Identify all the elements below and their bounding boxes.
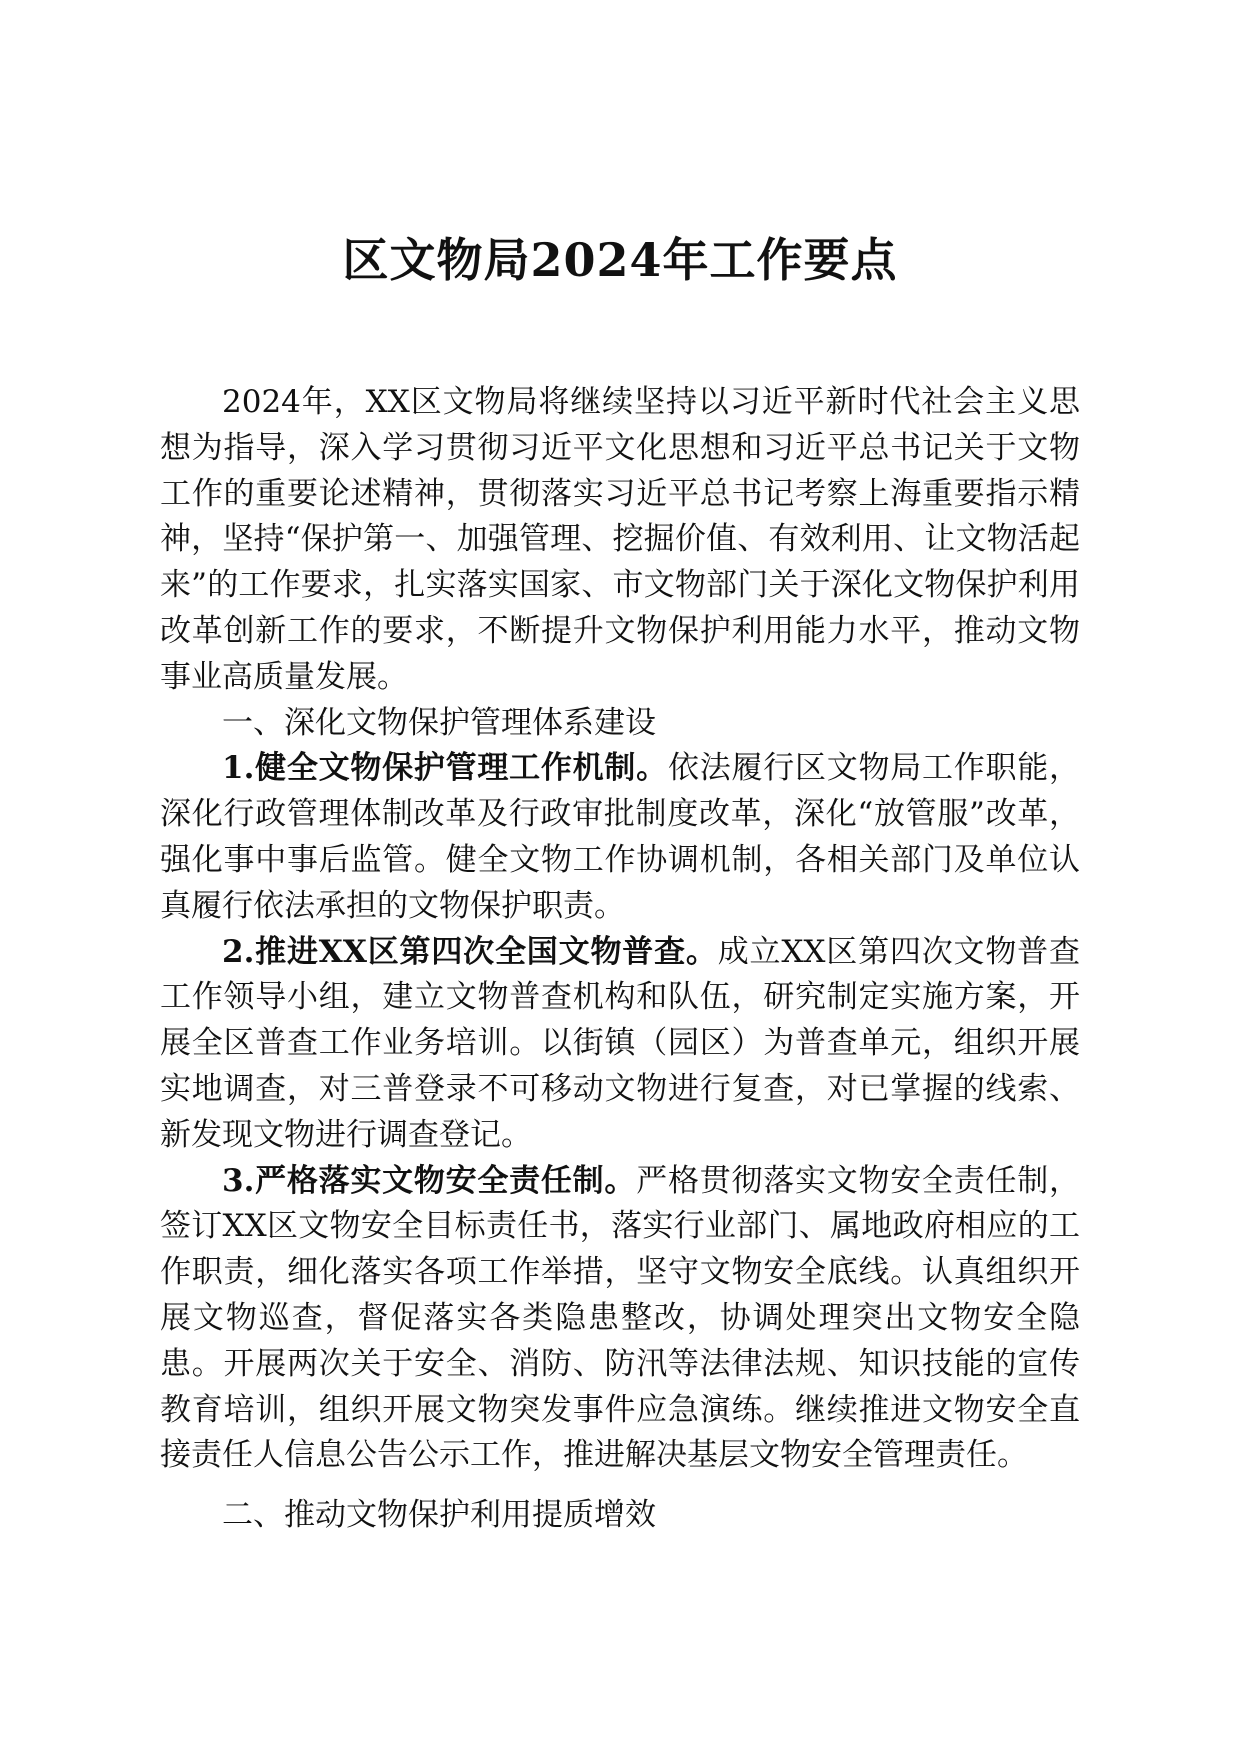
- item-lead-3: 3.严格落实文物安全责任制。: [222, 1162, 637, 1199]
- item-text-2: 成立XX区第四次文物普查工作领导小组，建立文物普查机构和队伍，研究制定实施方案，开展全区普查工作业务培训。以街镇（园区）为普查单元，组织开展实地调查，对三普登录不可移动文物进行复查，对已掌握的线索、新发现文物进行调查登记。: [160, 933, 1080, 1153]
- item-paragraph-1: [160, 746, 1080, 929]
- item-paragraph-3: [160, 1159, 1080, 1480]
- item-text-3: 严格贯彻落实文物安全责任制，签订XX区文物安全目标责任书，落实行业部门、属地政府相应的工作职责，细化落实各项工作举措，坚守文物安全底线。认真组织开展文物巡查，督促落实各类隐患整改，协调处理突出文物安全隐患。开展两次关于安全、消防、防汛等法律法规、知识技能的宣传教育培训，组织开展文物突发事件应急演练。继续推进文物安全直接责任人信息公告公示工作，推进解决基层文物安全管理责任。: [160, 1162, 1080, 1474]
- intro-paragraph: 2024年，XX区文物局将继续坚持以习近平新时代社会主义思想为指导，深入学习贯彻习近平文化思想和习近平总书记关于文物工作的重要论述精神，贯彻落实习近平总书记考察上海重要指示精神，坚持“保护第一、加强管理、挖掘价值、有效利用、让文物活起来”的工作要求，扎实落实国家、市文物部门关于深化文物保护利用改革创新工作的要求，不断提升文物保护利用能力水平，推动文物事业高质量发展。: [160, 384, 1080, 695]
- item-paragraph-2: [160, 930, 1080, 1159]
- document-body: [160, 380, 1080, 1539]
- item-lead-2: 2.推进XX区第四次全国文物普查。: [222, 933, 718, 970]
- section-heading-2: 二、推动文物保护利用提质增效: [222, 1497, 656, 1534]
- document-title: 区文物局2024年工作要点: [342, 233, 898, 287]
- item-text-1: 依法履行区文物局工作职能，深化行政管理体制改革及行政审批制度改革，深化“放管服”改革，强化事中事后监管。健全文物工作协调机制，各相关部门及单位认真履行依法承担的文物保护职责。: [160, 750, 1080, 924]
- section-heading-1: 一、深化文物保护管理体系建设: [222, 704, 656, 741]
- item-lead-1: 1.健全文物保护管理工作机制。: [222, 750, 668, 787]
